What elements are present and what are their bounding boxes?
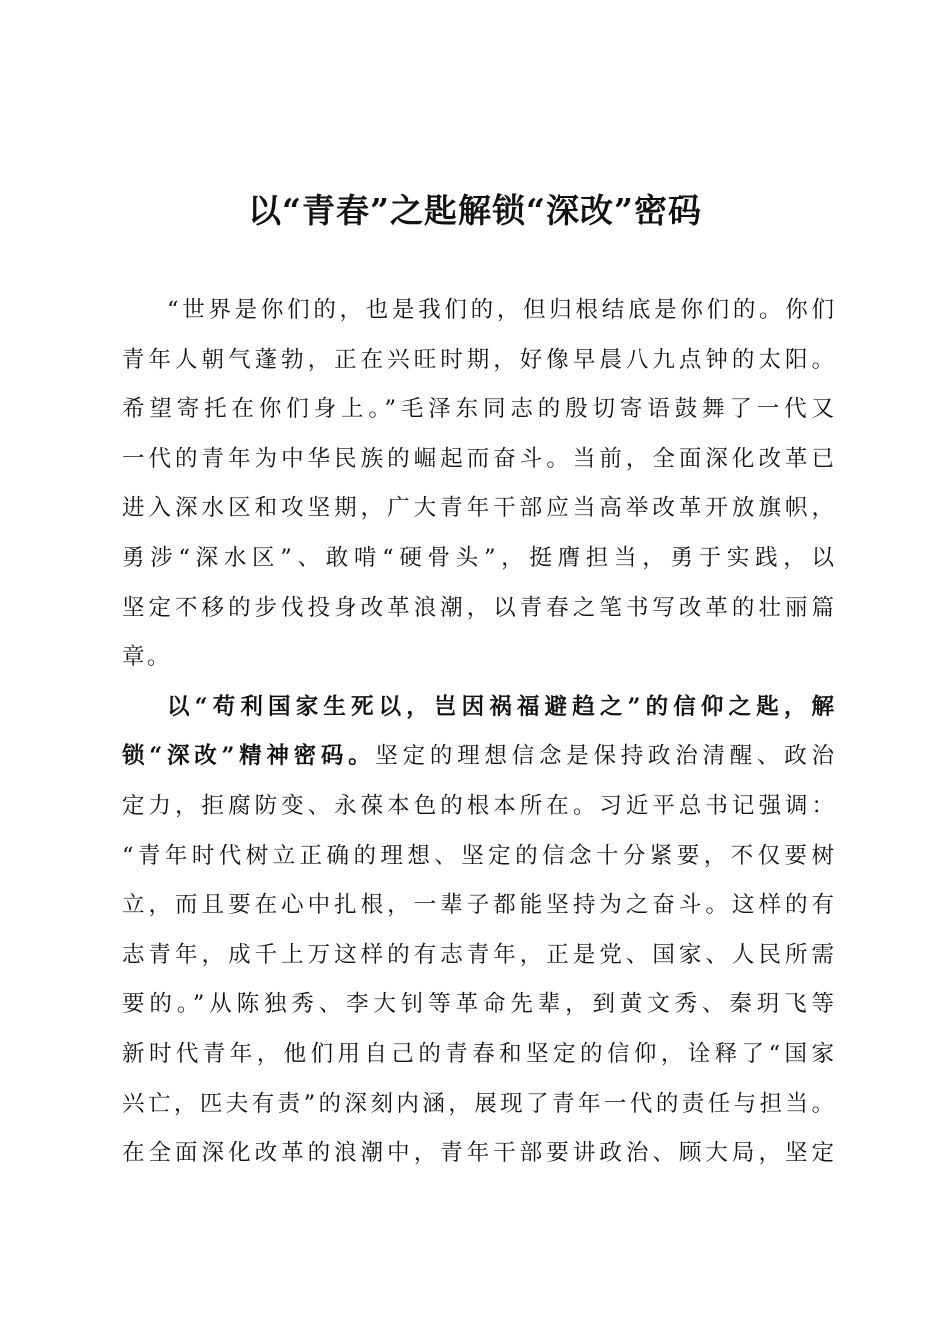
paragraph1-line: 坚定不移的步伐投身改革浪潮，以青春之笔书写改革的壮丽篇	[122, 594, 834, 621]
paragraph2-line: 立，而且要在心中扎根，一辈子都能坚持为之奋斗。这样的有	[122, 892, 834, 919]
paragraph1-line: 一代的青年为中华民族的崛起而奋斗。当前，全面深化改革已	[122, 445, 834, 472]
document-body	[122, 286, 834, 1179]
paragraph1-line: 进入深水区和攻坚期，广大青年干部应当高举改革开放旗帜，	[122, 495, 834, 522]
paragraph1-line: 青年人朝气蓬勃，正在兴旺时期，好像早晨八九点钟的太阳。	[122, 346, 834, 373]
paragraph2-line-text: 坚定的理想信念是保持政治清醒、政治	[375, 743, 834, 770]
paragraph2-line: 志青年，成千上万这样的有志青年，正是党、国家、人民所需	[122, 941, 834, 968]
paragraph1-line: “世界是你们的，也是我们的，但归根结底是你们的。你们	[167, 297, 834, 323]
paragraph2-heading-line: 以“苟利国家生死以，岂因祸福避趋之”的信仰之匙，解	[167, 693, 834, 720]
paragraph2-line: 在全面深化改革的浪潮中，青年干部要讲政治、顾大局，坚定	[122, 1140, 834, 1167]
paragraph1-line: 勇涉“深水区”、敢啃“硬骨头”，挺膺担当，勇于实践，以	[122, 544, 834, 571]
paragraph2-heading-tail: 锁“深改”精神密码。	[122, 743, 376, 770]
document-title: 以“青春”之匙解锁“深改”密码	[248, 191, 702, 230]
paragraph1-line: 章。	[122, 644, 172, 671]
paragraph1-line: 希望寄托在你们身上。”毛泽东同志的殷切寄语鼓舞了一代又	[122, 396, 834, 423]
paragraph2-line: 要的。”从陈独秀、李大钊等革命先辈，到黄文秀、秦玥飞等	[122, 991, 834, 1018]
paragraph2-line: 新时代青年，他们用自己的青春和坚定的信仰，诠释了“国家	[122, 1040, 834, 1067]
paragraph2-line	[122, 732, 834, 782]
paragraph2-line: 兴亡，匹夫有责”的深刻内涵，展现了青年一代的责任与担当。	[122, 1090, 834, 1117]
paragraph2-line: 定力，拒腐防变、永葆本色的根本所在。习近平总书记强调：	[122, 792, 834, 819]
paragraph2-line: “青年时代树立正确的理想、坚定的信念十分紧要，不仅要树	[122, 842, 834, 869]
